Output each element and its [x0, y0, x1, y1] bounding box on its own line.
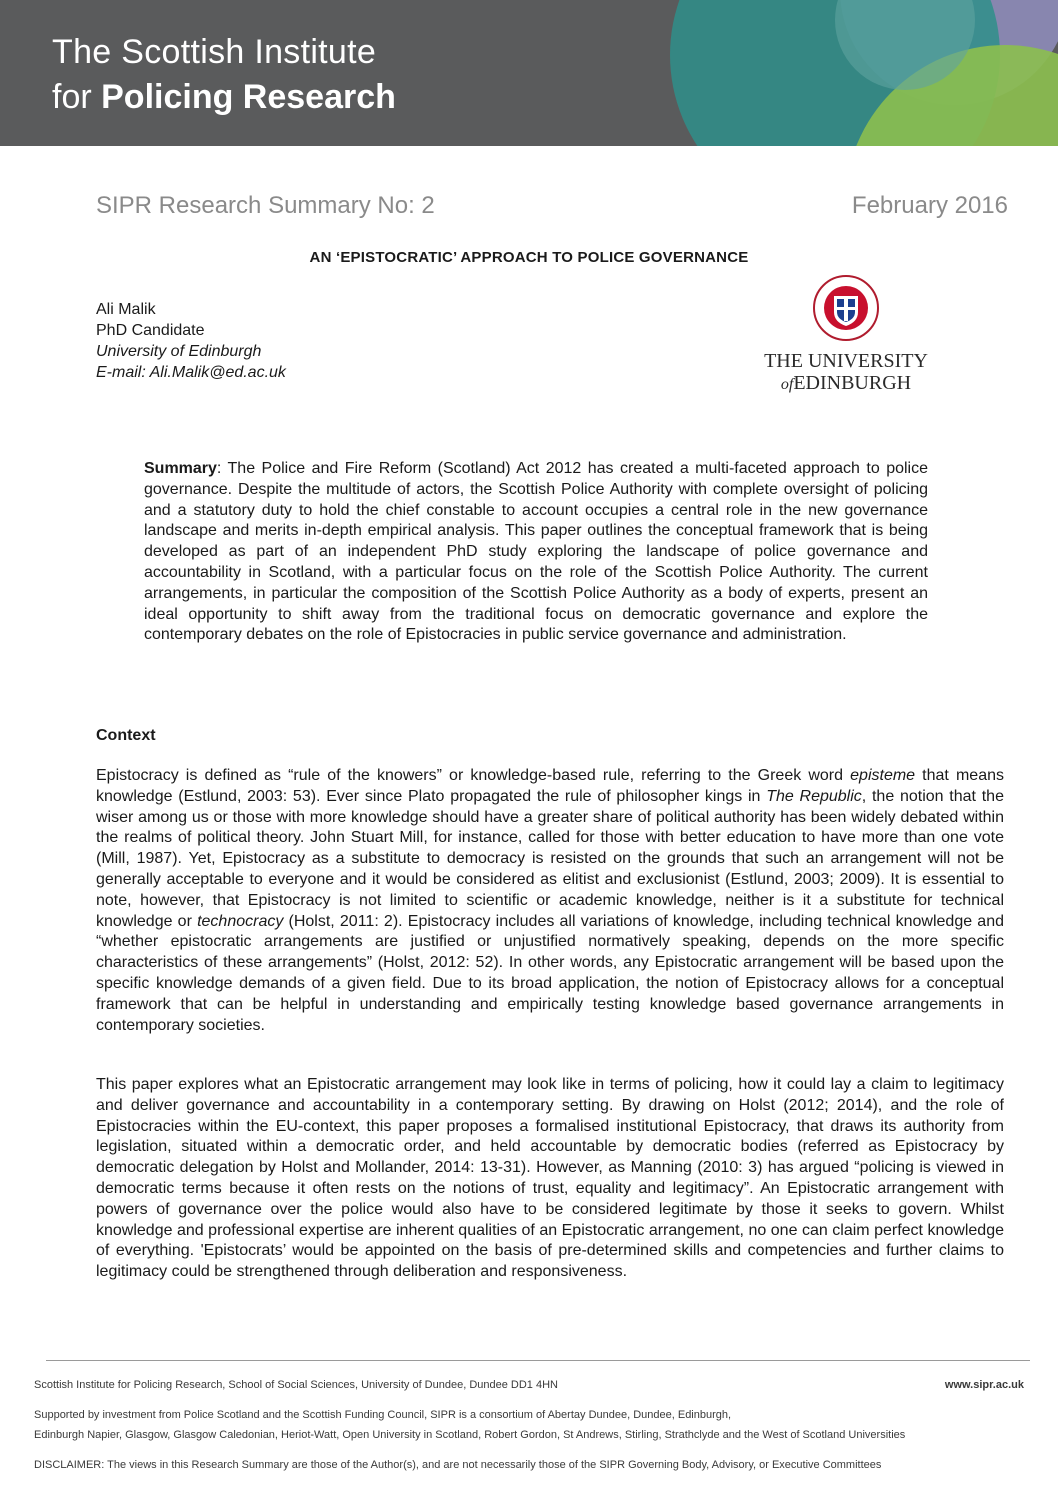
p1-italic-technocracy: technocracy	[197, 912, 284, 930]
footer-address: Scottish Institute for Policing Research, School of Social Sciences, University of Dundee, Dundee DD1 4HN	[34, 1379, 558, 1391]
university-logo	[760, 274, 932, 404]
page-title: AN ‘EPISTOCRATIC’ APPROACH TO POLICE GOVERNANCE	[309, 249, 749, 266]
footer-support-line-2: Edinburgh Napier, Glasgow, Glasgow Caledonian, Heriot-Watt, Open University in Scotland, Robert Gordon, St Andrews, Stirling, Strathclyde and the West of Scotland Universities	[34, 1429, 906, 1441]
p1-text-d: (Holst, 2011: 2). Epistocracy includes all variations of knowledge, including technical knowledge and “whether epistocratic arrangements are justified or unjustified normatively speaking, depends on the more specific characteristics of these arrangements” (Holst, 2012: 52). In other words, any Epistocratic arrangement will be based upon the specific knowledge demands of a given field. Due to its broad application, the notion of Epistocracy allows for a conceptual framework that can be helpful in understanding and empirically testing knowledge based governance arrangements in contemporary societies.	[96, 912, 1004, 1034]
context-paragraph-1	[96, 766, 1004, 1036]
footer-divider	[46, 1360, 1030, 1361]
university-name-main: EDINBURGH	[793, 372, 912, 394]
university-name-line1: THE UNIVERSITY	[764, 350, 928, 372]
university-name-of: of	[780, 376, 794, 393]
author-email[interactable]: E-mail: Ali.Malik@ed.ac.uk	[96, 364, 286, 381]
brand-prefix: for	[52, 78, 102, 116]
author-block	[96, 299, 286, 383]
summary-text: : The Police and Fire Reform (Scotland) Act 2012 has created a multi-faceted approach to police governance. Despite the multitude of actors, the Scottish Police Authority with complete oversight of policing and a statutory duty to hold the chief constable to account occupies a central role in the new governance landscape and merits in-depth empirical analysis. This paper outlines the conceptual framework that is being developed as part of an independent PhD study exploring the landscape of police governance and accountability in Scotland, with a particular focus on the role of the Scottish Police Authority. The current arrangements, in particular the composition of the Scottish Police Authority as a body of experts, present an ideal opportunity to shift away from the traditional focus on democratic governance and explore the contemporary debates on the role of Epistocracies in public service governance and administration.	[144, 460, 928, 644]
series-date: February 2016	[851, 192, 1008, 219]
context-heading: Context	[96, 727, 156, 744]
context-paragraph-2: This paper explores what an Epistocratic arrangement may look like in terms of policing, how it could lay a claim to legitimacy and deliver governance and accountability in a contemporary setting. By drawing on Holst (2012; 2014), and the role of Epistocracies within the EU-context, this paper proposes a formalised institutional Epistocracy, that draws its authority from legislation, situated within a democratic order, and held accountable by democratic bodies (referred as Epistocracy by democratic delegation by Holst and Mollander, 2014: 13-31). However, as Manning (2010: 3) has argued “policing is viewed in democratic terms because it often rests on the notions of trust, equality and legitimacy”. An Epistocratic arrangement with powers of governance over the police would also have to be considered legitimate by those it seeks to govern. Whilst knowledge and professional expertise are inherent qualities of an Epistocratic arrangement, no one can claim perfect knowledge of everything. 'Epistocrats’ would be appointed on the basis of pre-determined skills and competencies and further claims to legitimacy could be strengthened through deliberation and responsiveness.	[96, 1076, 1004, 1281]
p1-text-b: that means knowledge (Estlund, 2003: 53). Ever since Plato propagated the rule of philosopher kings in	[96, 767, 1004, 805]
p1-text-a: Epistocracy is defined as “rule of the knowers” or knowledge-based rule, referring to the Greek word	[96, 767, 851, 784]
summary-paragraph	[144, 459, 928, 646]
author-institution: University of Edinburgh	[96, 343, 262, 360]
summary-label: Summary	[144, 460, 217, 477]
brand-bold: Policing Research	[101, 78, 396, 116]
footer-url-link[interactable]: www.sipr.ac.uk	[944, 1379, 1024, 1391]
p1-italic-republic: The Republic	[766, 787, 862, 805]
university-name	[760, 350, 932, 396]
brand-line-2	[52, 75, 396, 120]
series-label: SIPR Research Summary No: 2	[96, 192, 435, 219]
university-seal-icon	[806, 274, 886, 342]
university-name-line2	[760, 372, 932, 396]
p1-text-c: , the notion that the wiser among us or those with more knowledge should have a greater share of political authority has been widely debated within the realms of political theory. John Stuart Mill, for instance, called for those with better education to have more than one vote (Mill, 1987). Yet, Epistocracy as a substitute to democracy is resisted on the grounds that such an arrangement will not be generally acceptable to everyone and it would be considered as elitist and exclusionist (Estlund, 2003; 2009). It is essential to note, however, that Epistocracy is not limited to scientific or academic knowledge, neither is it a substitute for technical knowledge or	[96, 787, 1004, 930]
footer-support-line-1: Supported by investment from Police Scotland and the Scottish Funding Council, SIPR is a consortium of Abertay Dundee, Dundee, Edinburgh,	[34, 1409, 732, 1421]
p1-italic-episteme: episteme	[850, 767, 916, 784]
author-name: Ali Malik	[96, 301, 156, 318]
footer-disclaimer: DISCLAIMER: The views in this Research Summary are those of the Author(s), and are not necessarily those of the SIPR Governing Body, Advisory, or Executive Committees	[34, 1459, 882, 1471]
institute-logo-text	[52, 30, 396, 120]
author-role: PhD Candidate	[96, 322, 205, 339]
header-banner	[0, 0, 1058, 146]
brand-line-1: The Scottish Institute	[52, 33, 377, 71]
